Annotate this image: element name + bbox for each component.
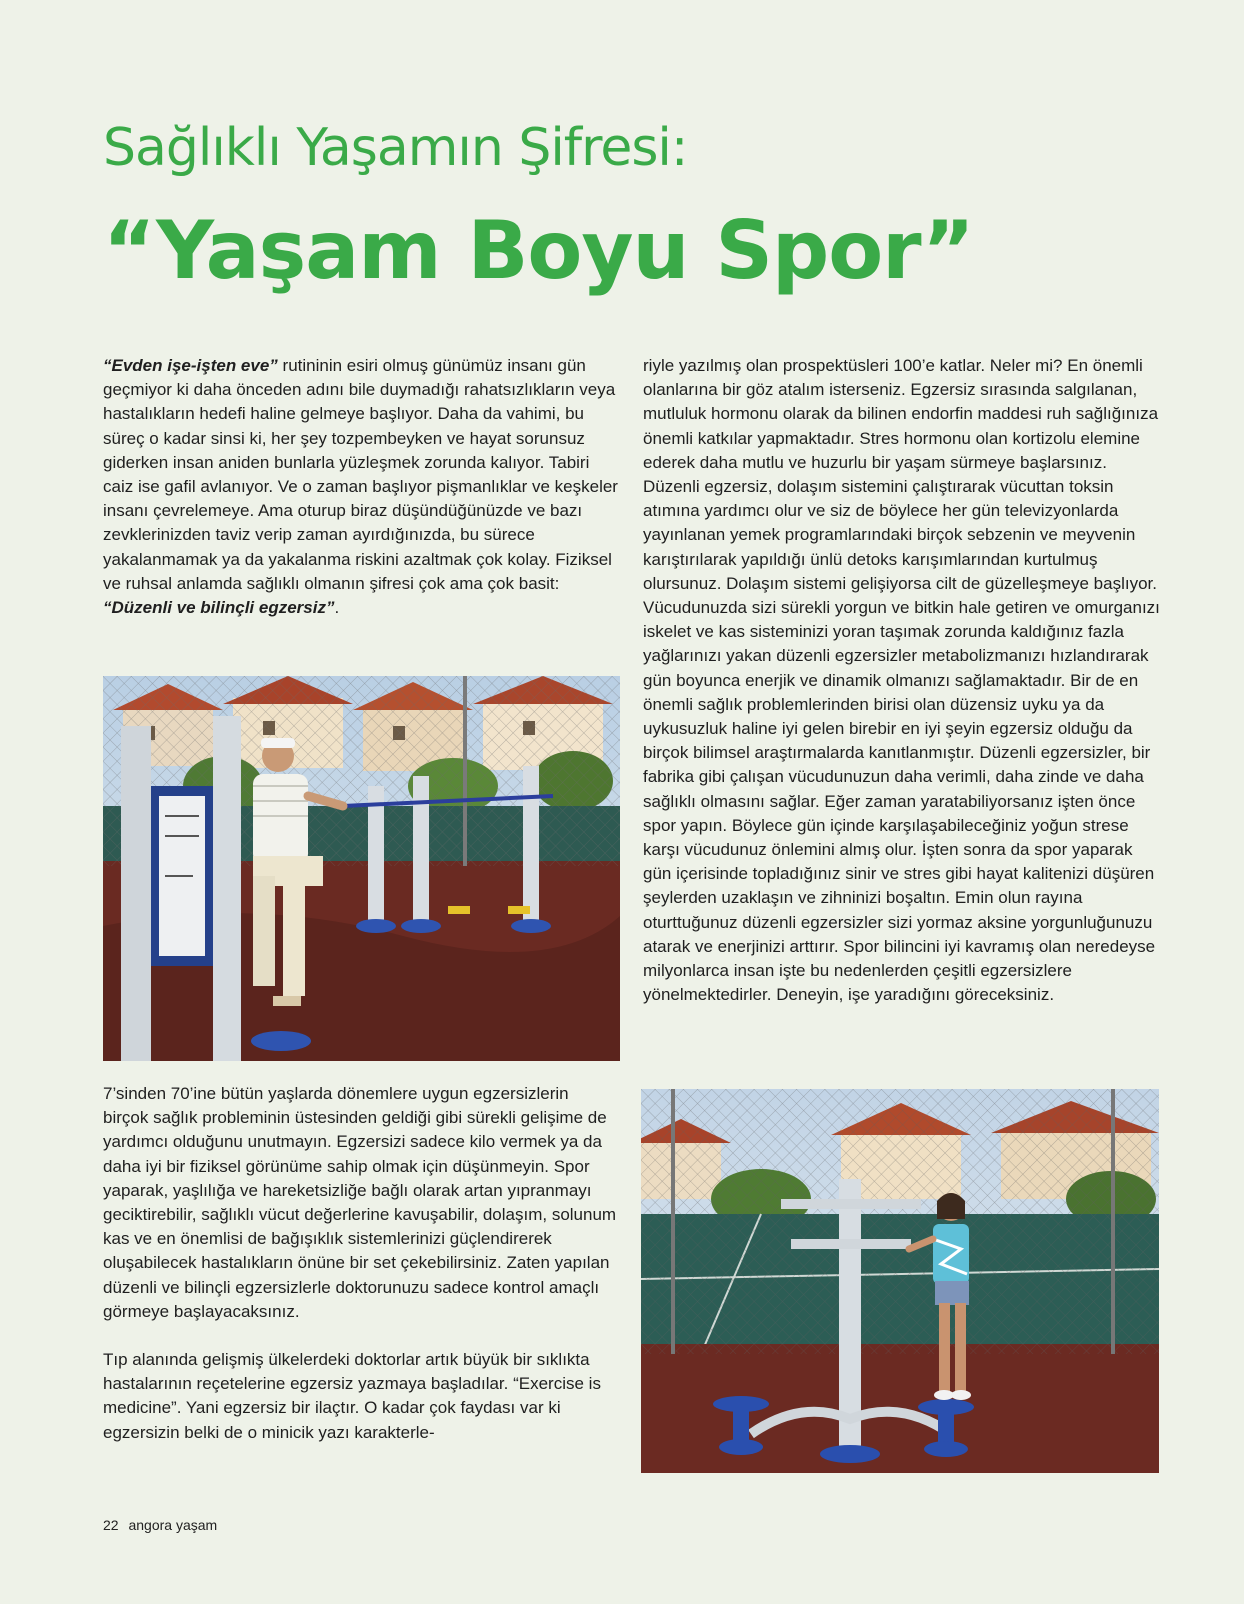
article-column-left-top xyxy=(103,354,618,620)
intro-paragraph xyxy=(103,354,618,620)
headline-line-1: Sağlıklı Yaşamın Şifresi: xyxy=(103,118,688,178)
photo-man-exercise-equipment xyxy=(103,676,620,1061)
article-column-left-bottom xyxy=(103,1082,618,1445)
page-number: 22 xyxy=(103,1517,119,1533)
magazine-name: angora yaşam xyxy=(128,1517,218,1533)
intro-closing-italic: “Düzenli ve bilinçli egzersiz” xyxy=(103,598,335,618)
article-column-right xyxy=(643,354,1163,1007)
intro-lead-italic: “Evden işe-işten eve” xyxy=(103,356,278,375)
photo-girl-exercise-equipment xyxy=(641,1089,1159,1473)
photo-girl-illustration xyxy=(641,1089,1159,1473)
headline-line-2: “Yaşam Boyu Spor” xyxy=(103,204,974,297)
intro-closing-end: . xyxy=(334,598,340,618)
paragraph-medicine: Tıp alanında gelişmiş ülkelerdeki doktorlar artık büyük bir sıklıkta hastalarının reçetelerine egzersiz yazmaya başladılar. “Exercise is medicine”. Yani egzersiz bir ilaçtır. O kadar çok faydası var ki egzersizin belki de o minicik yazı karakterle- xyxy=(103,1350,601,1442)
paragraph-ages: 7’sinden 70’ine bütün yaşlarda dönemlere uygun egzersizlerin birçok sağlık probleminin üstesinden geldiği gibi sürekli gelişime de yardımcı olduğunu unutmayın. Egzersizi sadece kilo vermek ya da daha iyi bir fiziksel görünüme sahip olmak için düşünmeyin. Spor yaparak, yaşlılığa ve hareketsizliğe bağlı olarak artan yıpranmayı geciktirebilir, sağlıklı vücut değerlerine kavuşabilir, dolaşım, solunum kas ve en önemlisi de bağışıklık sistemlerinizi güçlendirerek oluşabilecek hastalıkların önüne bir set çekebilirsiniz. Zaten yapılan düzenli ve bilinçli egzersizlerle doktorunuzu sadece kontrol amaçlı görmeye başlayacaksınız. xyxy=(103,1084,617,1321)
page-footer xyxy=(103,1517,217,1533)
paragraph-benefits: riyle yazılmış olan prospektüsleri 100’e katlar. Neler mi? En önemli olanlarına bir göz atalım isterseniz. Egzersiz sırasında salgılanan, mutluluk hormonu olarak da bilinen endorfin maddesi ruh sağlığınıza önemli katkılar yapmaktadır. Stres hormonu olan kortizolu elemine ederek daha mutlu ve huzurlu bir yaşam sürmeye başlarsınız. Düzenli egzersiz, dolaşım sistemini çalıştırarak vücuttan toksin atımına yardımcı olur ve siz de böylece her gün televizyonlarda yayınlanan yemek programlarındaki birçok sebzenin ve meyvenin karıştırılarak yapıldığı ünlü detoks karışımlarından kurtulmuş olursunuz. Dolaşım sistemi gelişiyorsa cilt de güzelleşmeye başlıyor. Vücudunuzda sizi sürekli yorgun ve bitkin hale getiren ve omurganızı iskelet ve kas sisteminizi yoran taşımak zorunda kaldığınız fazla yağlarınızı yakan düzenli egzersizler metabolizmanızı hızlandırarak gün boyunca enerjik ve dinamik olmanızı sağlamaktadır. Bir de en önemli sağlık problemlerinden birisi olan düzensiz uyku ya da uykusuzluk haline iyi gelen birebir en iyi şeyin egzersiz olduğu da birçok bilimsel araştırmalarda kanıtlanmıştır. Düzenli egzersizler, bir fabrika gibi çalışan vücudunuzun daha verimli, daha zinde ve daha sağlıklı olmasını sağlar. Eğer zaman yaratabiliyorsanız işten önce spor yapın. Böylece gün içinde karşılaşabileceğiniz yoğun strese karşı vücudunuz önlemini almış olur. İşten sonra da spor yaparak gün içerisinde topladığınız sinir ve stres gibi hayat kalitenizi düşüren şeylerden uzaklaşın ve zihninizi boşaltın. Emin olun rayına oturttuğunuz düzenli egzersizler sizi yormaz aksine yorgunluğunuzu atarak ve enerjinizi arttırır. Spor bilincini iyi kavramış olan neredeyse milyonlarca insan işte bu nedenlerden çeşitli egzersizlere yönelmektedirler. Deneyin, işe yaradığını göreceksiniz. xyxy=(643,356,1160,1005)
photo-man-illustration xyxy=(103,676,620,1061)
intro-body: rutininin esiri olmuş günümüz insanı gün geçmiyor ki daha önceden adını bile duymadığı rahatsızlıkların veya hastalıkların hedefi haline gelmeye başlıyor. Daha da vahimi, bu süreç o kadar sinsi ki, her şey tozpembeyken ve hayat sorunsuz giderken insan aniden bunlarla yüzleşmek zorunda kalıyor. Tabiri caiz ise gafil avlanıyor. Ve o zaman başlıyor pişmanlıklar ve keşkeler insanı çevrelemeye. Ama oturup biraz düşündüğünüzde ve bazı zevklerinizden taviz verip zaman ayırdığınızda, bu sürece yakalanmamak ya da yakalanma riskini azaltmak çok kolay. Fiziksel ve ruhsal anlamda sağlıklı olmanın şifresi çok ama çok basit: xyxy=(103,356,618,593)
